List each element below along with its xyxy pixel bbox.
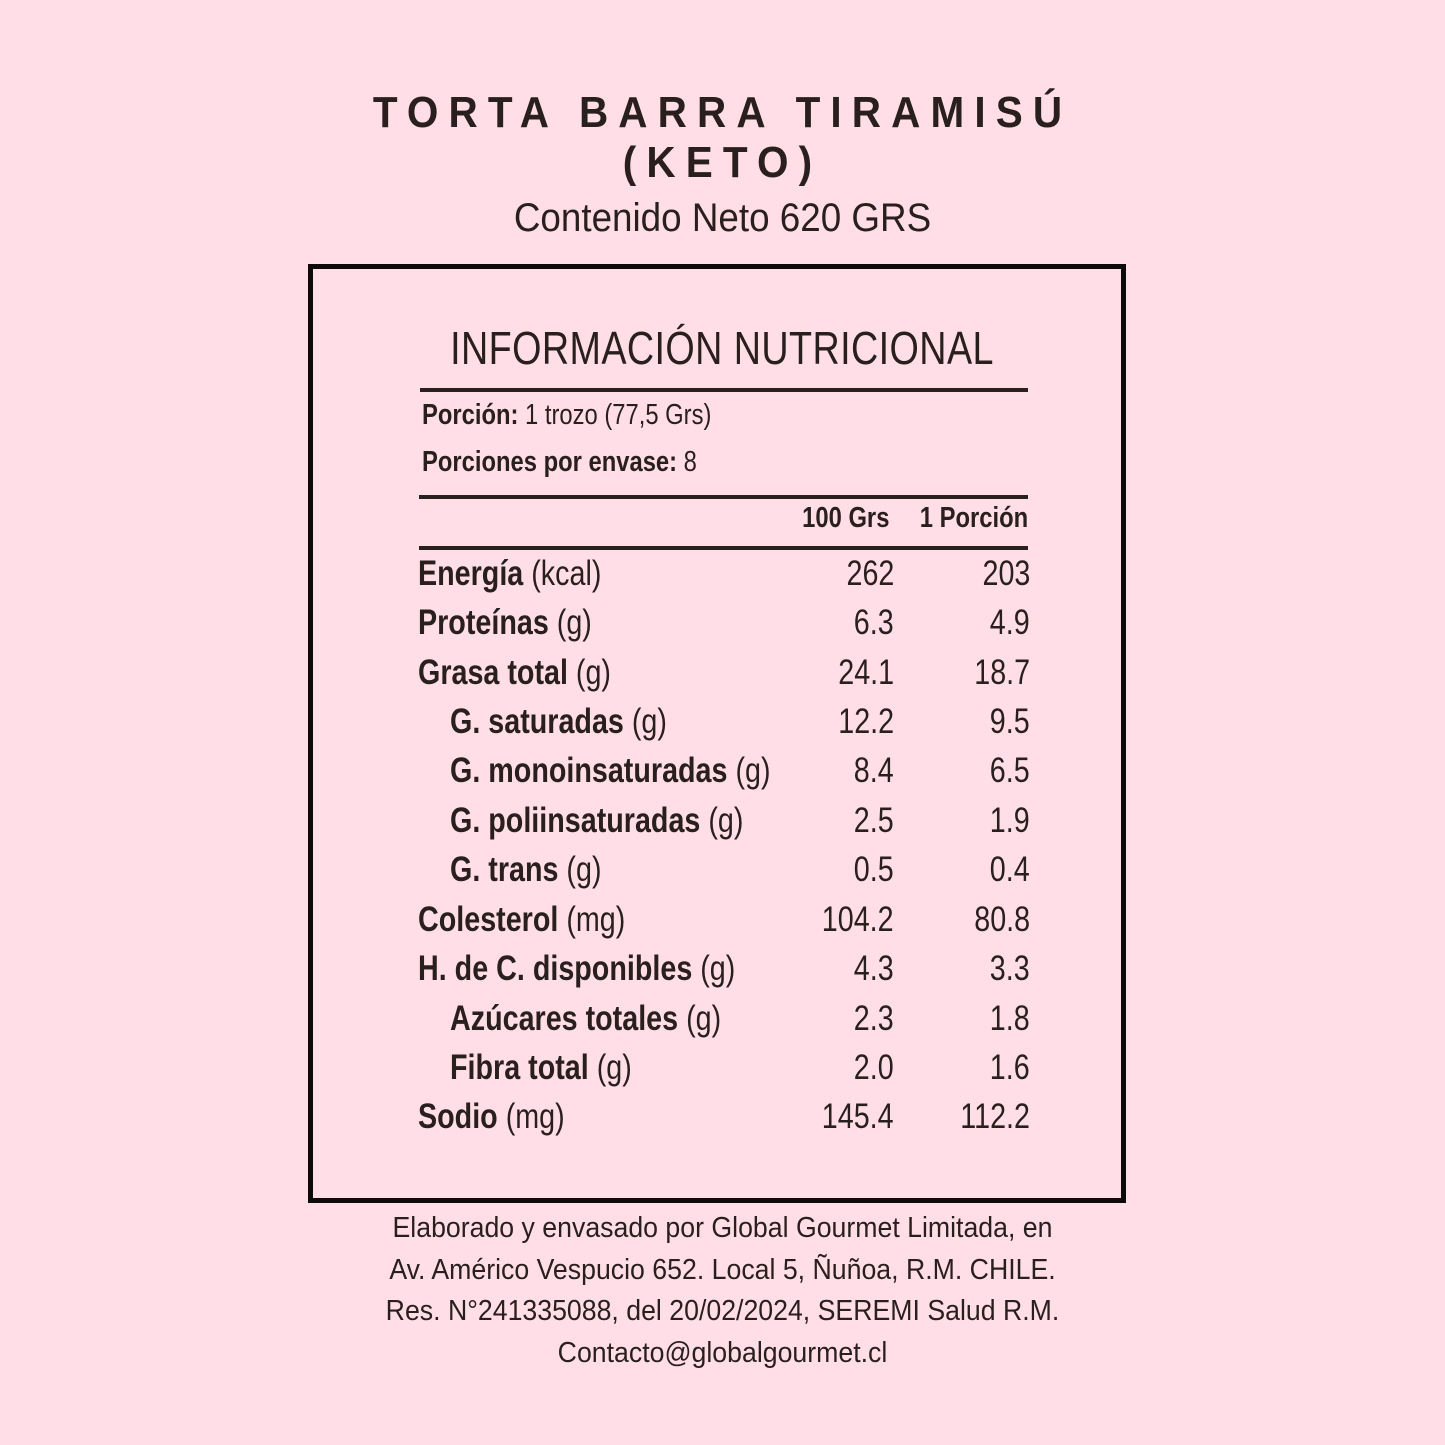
manufacturer-info [0,1208,1445,1374]
nutrient-name: Azúcares totales [450,999,679,1038]
net-content: Contenido Neto 620 GRS [513,196,932,240]
nutrient-name: G. poliinsaturadas [450,801,701,840]
value-per-portion: 203 [982,554,1030,593]
nutrient-name: Sodio [418,1097,498,1136]
value-per-100g: 4.3 [854,949,894,988]
nutrient-label [450,1043,632,1093]
value-per-100g: 262 [846,554,894,593]
nutrient-unit: (g) [700,801,744,840]
nutrient-unit: (g) [692,949,736,988]
manufacturer-line: Elaborado y envasado por Global Gourmet Limitada, en [392,1212,1053,1244]
value-per-portion: 3.3 [990,949,1030,988]
nutrient-label [450,994,721,1044]
nutrient-name: Grasa total [418,653,568,692]
value-per-100g: 24.1 [838,653,894,692]
servings-per-container [422,445,697,479]
product-title-line2: (KETO) [622,138,823,187]
nutrient-row-poliinsaturadas [0,796,1445,846]
value-per-100g: 2.3 [854,999,894,1038]
value-per-portion: 112.2 [960,1097,1030,1136]
nutrient-unit: (g) [588,1048,632,1087]
nutrient-name: H. de C. disponibles [418,949,693,988]
nutrient-name: G. saturadas [450,702,624,741]
value-per-portion: 4.9 [990,603,1030,642]
resolution-line: Res. N°241335088, del 20/02/2024, SEREMI Salud R.M. [385,1295,1060,1327]
value-per-100g: 2.5 [854,801,894,840]
nutrient-label [450,796,743,846]
nutrient-label [450,746,771,796]
nutrient-unit: (g) [558,850,602,889]
divider-rule [420,388,1028,392]
nutrient-row-colesterol [0,895,1445,945]
nutrient-label [418,1092,565,1142]
nutrient-label [418,549,601,599]
nutrient-name: Energía [418,554,524,593]
nutrient-unit: (g) [727,751,771,790]
value-per-portion: 0.4 [990,850,1030,889]
nutrient-label [418,648,611,698]
nutrient-unit: (g) [548,603,592,642]
nutrient-name: G. monoinsaturadas [450,751,728,790]
value-per-100g: 12.2 [838,702,894,741]
nutrient-name: Proteínas [418,603,549,642]
value-per-portion: 1.9 [990,801,1030,840]
value-per-100g: 0.5 [854,850,894,889]
nutrient-name: Colesterol [418,900,559,939]
nutrient-row-trans [0,845,1445,895]
nutrient-name: Fibra total [450,1048,589,1087]
value-per-portion: 1.6 [990,1048,1030,1087]
value-per-100g: 145.4 [822,1097,894,1136]
value-per-100g: 2.0 [854,1048,894,1087]
nutrient-label [418,895,625,945]
nutrient-row-energia [0,549,1445,599]
nutrient-unit: (g) [567,653,611,692]
nutrient-row-sodio [0,1092,1445,1142]
nutrient-row-proteinas [0,598,1445,648]
product-title-line1: TORTA BARRA TIRAMISÚ [372,88,1073,137]
nutrient-unit: (kcal) [523,554,602,593]
servings-per-container-label: Porciones por envase: [422,446,678,478]
product-header [0,88,1445,246]
nutrient-row-monoinsaturadas [0,746,1445,796]
serving-size [422,398,711,432]
nutrient-row-fibra [0,1043,1445,1093]
nutrient-label [418,944,735,994]
value-per-portion: 6.5 [990,751,1030,790]
nutrient-label [450,697,667,747]
nutrient-label [418,598,592,648]
value-per-portion: 9.5 [990,702,1030,741]
nutrient-row-carbohidratos [0,944,1445,994]
nutrient-unit: (mg) [497,1097,565,1136]
nutrient-row-grasa-total [0,648,1445,698]
value-per-100g: 104.2 [822,900,894,939]
value-per-portion: 1.8 [990,999,1030,1038]
nutrient-row-saturadas [0,697,1445,747]
serving-size-label: Porción: [422,399,519,431]
contact-email: Contacto@globalgourmet.cl [557,1336,888,1369]
nutrient-row-azucares [0,994,1445,1044]
value-per-100g: 6.3 [854,603,894,642]
column-header-100g: 100 Grs [801,502,889,534]
value-per-100g: 8.4 [854,751,894,790]
address-line: Av. Américo Vespucio 652. Local 5, Ñuñoa, R.M. CHILE. [389,1253,1056,1286]
column-header-portion: 1 Porción [919,502,1028,534]
nutrient-label [450,845,602,895]
nutrient-unit: (g) [678,999,722,1038]
nutrient-unit: (mg) [558,900,626,939]
nutrient-name: G. trans [450,850,559,889]
value-per-portion: 18.7 [974,653,1030,692]
divider-rule [419,495,1028,499]
nutrition-heading: INFORMACIÓN NUTRICIONAL [450,322,994,374]
servings-per-container-value: 8 [677,446,697,478]
nutrient-unit: (g) [623,702,667,741]
value-per-portion: 80.8 [974,900,1030,939]
serving-size-value: 1 trozo (77,5 Grs) [518,399,712,431]
